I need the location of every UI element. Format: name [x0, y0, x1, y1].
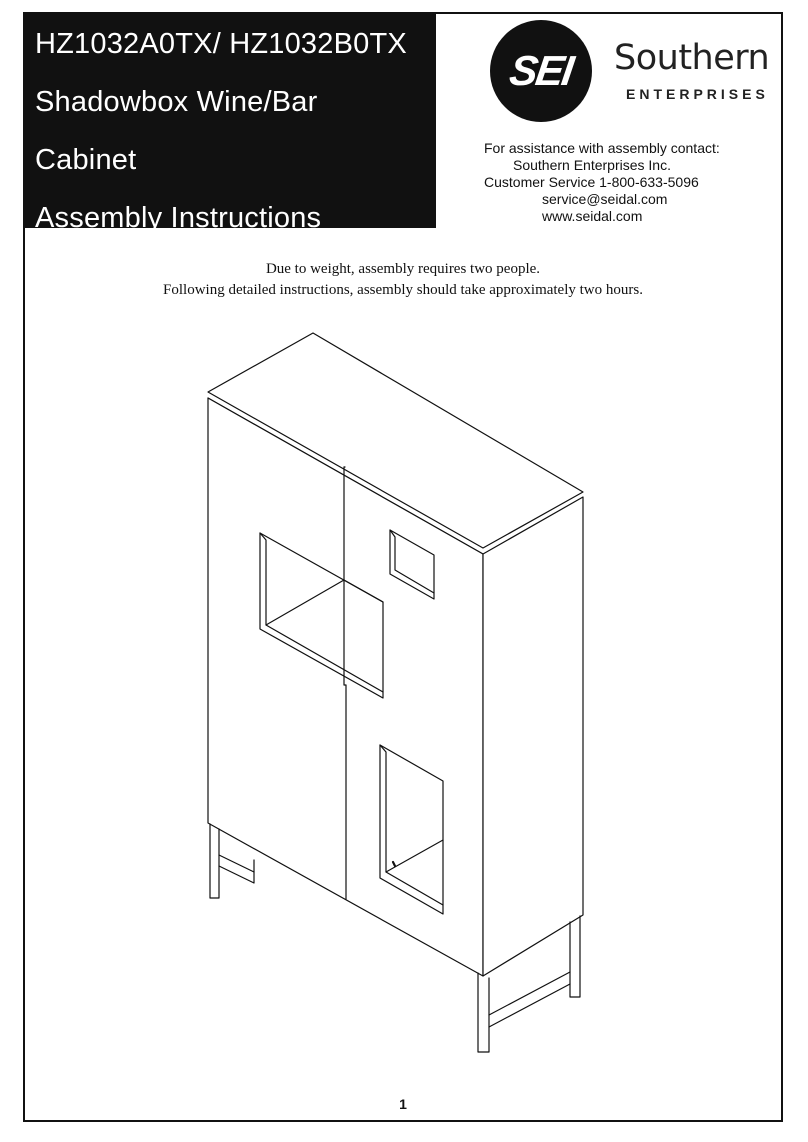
cabinet-side-icon — [483, 497, 583, 976]
note-two-people: Due to weight, assembly requires two people. — [265, 261, 541, 277]
logo-name: Southern — [614, 38, 770, 78]
logo-mark: SEI — [506, 47, 576, 94]
model-numbers: HZ1032A0TX/ HZ1032B0TX — [35, 28, 407, 60]
document-title: Assembly Instructions — [35, 202, 322, 234]
leg-front-right-icon — [478, 973, 489, 1052]
product-name-line-2: Cabinet — [35, 144, 137, 176]
leg-back-right-icon — [570, 916, 580, 997]
contact-company: Southern Enterprises Inc. — [513, 157, 671, 173]
contact-email: service@seidal.com — [542, 191, 668, 207]
contact-phone: Customer Service 1-800-633-5096 — [484, 174, 699, 190]
logo-subtitle: ENTERPRISES — [626, 86, 769, 102]
contact-website: www.seidal.com — [542, 208, 643, 224]
product-name-line-1: Shadowbox Wine/Bar — [35, 86, 318, 118]
contact-heading: For assistance with assembly contact: — [484, 140, 720, 156]
note-duration: Following detailed instructions, assembly should take approximately two hours. — [163, 282, 643, 298]
leg-front-left-icon — [210, 824, 219, 898]
page-number: 1 — [399, 1096, 407, 1112]
